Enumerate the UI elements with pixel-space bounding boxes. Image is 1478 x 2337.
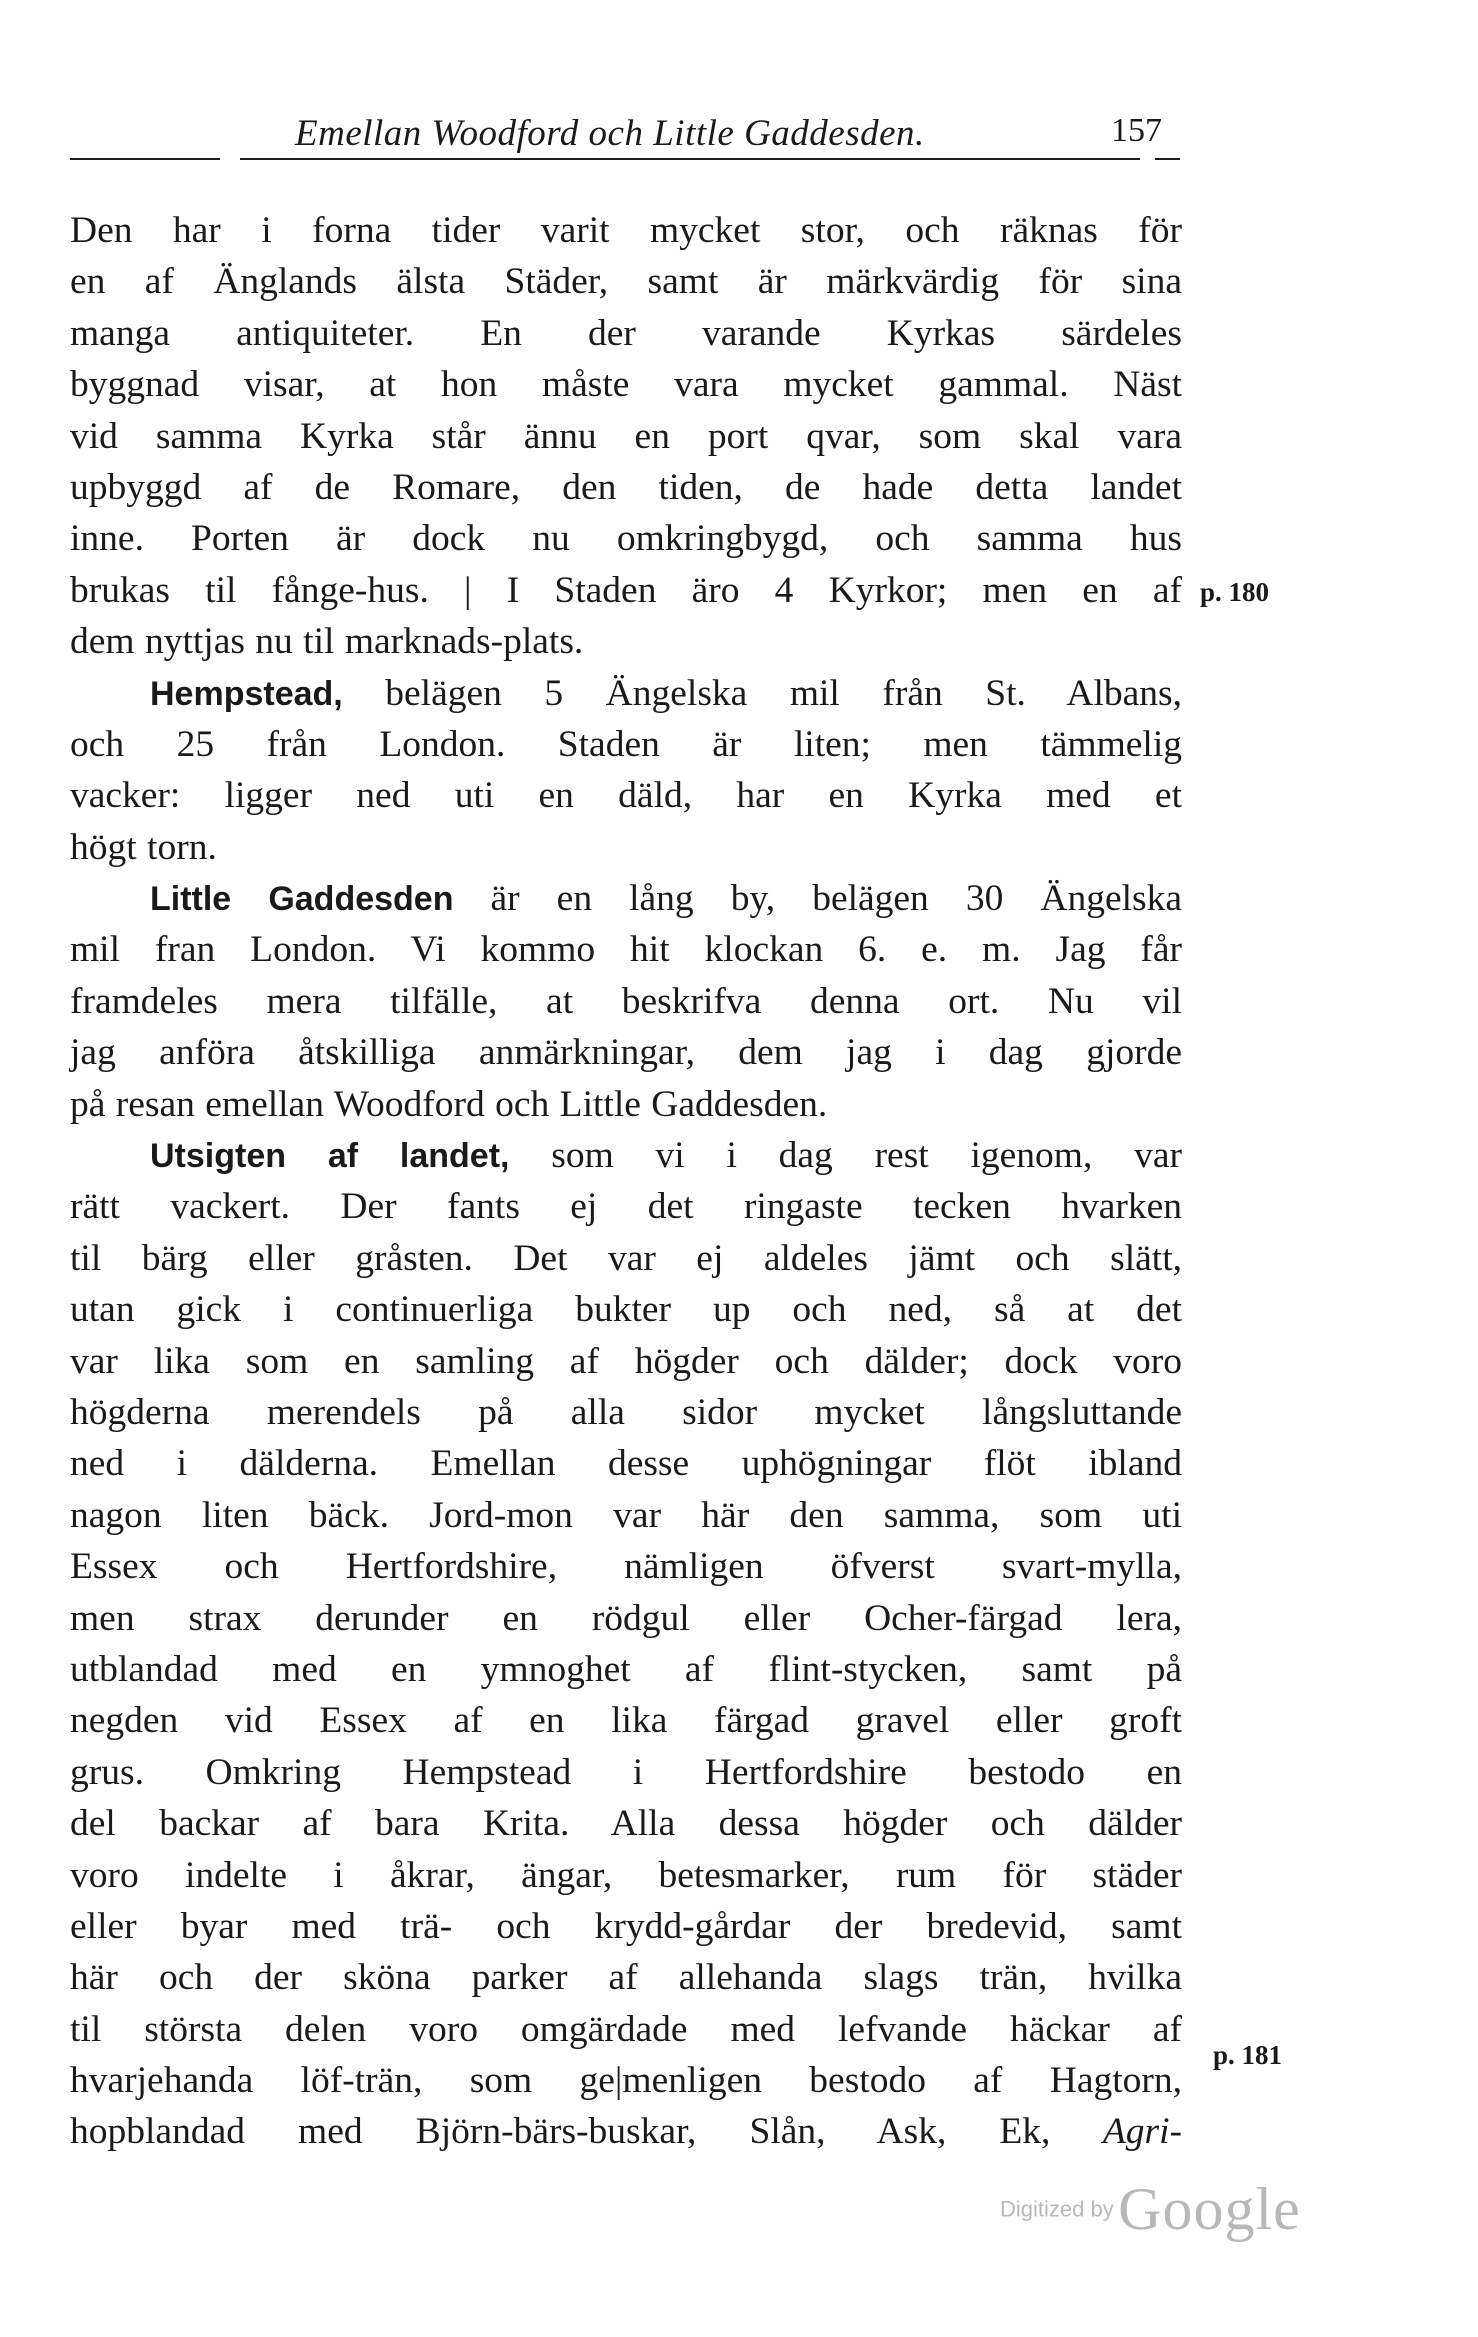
text-line: utan gick i continuerliga bukter up och ned, så at det [70,1289,1182,1331]
text-line: grus. Omkring Hempstead i Hertfordshire bestodo en [70,1751,1182,1793]
text-line: jag anföra åtskilliga anmärkningar, dem jag i dag gjorde [70,1032,1182,1074]
body-text [70,205,1182,2158]
text-line: här och der sköna parker af allehanda slags trän, hvilka [70,1957,1182,1999]
page-header [70,102,1180,162]
watermark-prefix: Digitized by [1000,2196,1114,2222]
header-rule-right [1155,158,1180,160]
italic-word: Agri- [1050,2111,1182,2153]
text-line: Essex och Hertfordshire, nämligen öfverst svart-mylla, [70,1546,1182,1588]
text-line: Little Gaddesden är en lång by, belägen 30 Ängelska [150,878,1182,920]
text-line: nagon liten bäck. Jord-mon var här den samma, som uti [70,1494,1182,1536]
text-line: til största delen voro omgärdade med lefvande häckar af [70,2008,1182,2050]
text-line: del backar af bara Krita. Alla dessa högder och dälder [70,1803,1182,1845]
text-line: var lika som en samling af högder och dälder; dock voro [70,1340,1182,1382]
text-line: en af Änglands älsta Städer, samt är märkvärdig för sina [70,261,1182,303]
text-line: manga antiquiteter. En der varande Kyrkas särdeles [70,312,1182,354]
text-line: til bärg eller gråsten. Det var ej aldeles jämt och slätt, [70,1237,1182,1279]
margin-note-p180: p. 180 [1200,577,1270,607]
header-rule-left [70,158,220,160]
text-line: Utsigten af landet, som vi i dag rest igenom, var [150,1135,1182,1177]
text-line: negden vid Essex af en lika färgad gravel eller groft [70,1700,1182,1742]
term-utsigten: Utsigten af landet, [150,1137,510,1176]
google-logo: Google [1118,2176,1301,2242]
page-number: 157 [1111,112,1162,149]
text-line: Den har i forna tider varit mycket stor, och räknas för [70,210,1182,251]
text-line: vacker: ligger ned uti en däld, har en Kyrka med et [70,775,1182,817]
term-hempstead: Hempstead, [150,674,343,713]
text-line: men strax derunder en rödgul eller Ocher-färgad lera, [70,1597,1182,1639]
running-title: Emellan Woodford och Little Gaddesden. [295,113,925,154]
text-line: vid samma Kyrka står ännu en port qvar, som skal vara [70,415,1182,457]
text-line: framdeles mera tilfälle, at beskrifva denna ort. Nu vil [70,980,1182,1022]
text-line: inne. Porten är dock nu omkringbygd, och samma hus [70,518,1182,560]
text-line: eller byar med trä- och krydd-gårdar der bredevid, samt [70,1905,1182,1947]
header-rule [240,158,1140,160]
text-line: hvarjehanda löf-trän, som ge|menligen bestodo af Hagtorn, [70,2060,1182,2102]
text-line: rätt vackert. Der fants ej det ringaste tecken hvarken [70,1186,1182,1228]
text-line: ned i dälderna. Emellan desse uphögningar flöt ibland [70,1443,1182,1485]
digitized-watermark [1000,2175,1301,2244]
text-line: på resan emellan Woodford och Little Gaddesden. [70,1083,828,1125]
text-line: byggnad visar, at hon måste vara mycket gammal. Näst [70,364,1182,406]
text-line: brukas til fånge-hus. | I Staden äro 4 Kyrkor; men en af [70,569,1182,611]
text-line: Hempstead, belägen 5 Ängelska mil från St. Albans, [150,672,1182,714]
text-line: högderna merendels på alla sidor mycket långsluttande [70,1391,1182,1433]
text-line: hopblandad med Björn-bärs-buskar, Slån, Ask, Ek, Agri- [70,2111,1182,2153]
margin-note-p181: p. 181 [1213,2040,1283,2070]
text-line: upbyggd af de Romare, den tiden, de hade detta landet [70,466,1182,508]
text-line: utblandad med en ymnoghet af flint-stycken, samt på [70,1648,1182,1690]
text-line: och 25 från London. Staden är liten; men tämmelig [70,723,1182,765]
text-line: voro indelte i åkrar, ängar, betesmarker, rum för städer [70,1854,1182,1896]
term-little-gaddesden: Little Gaddesden [150,880,454,919]
text-line: mil fran London. Vi kommo hit klockan 6. e. m. Jag får [70,929,1182,971]
text-line: dem nyttjas nu til marknads-plats. [70,621,584,663]
text-line: högt torn. [70,826,217,868]
